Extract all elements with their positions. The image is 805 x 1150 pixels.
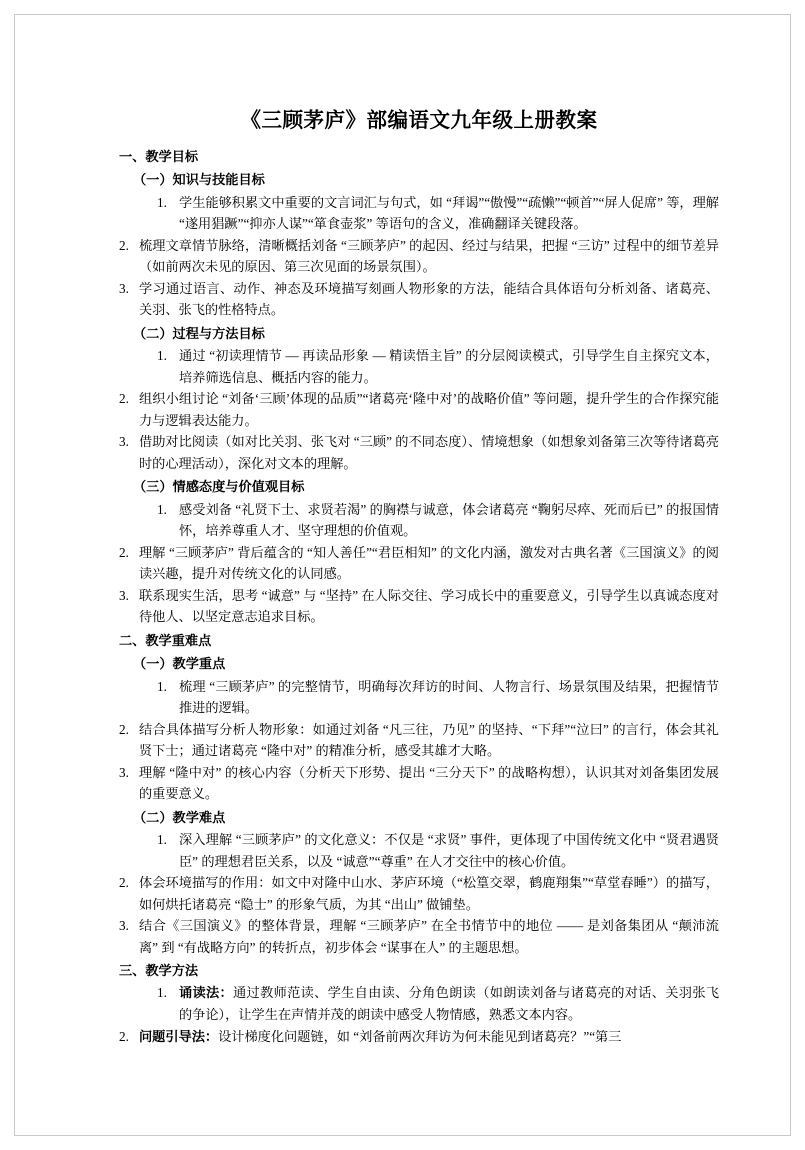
list-item-text: 理解 “隆中对” 的核心内容（分析天下形势、提出 “三分天下” 的战略构想），认识其对刘备集团发展的重要意义。 bbox=[139, 764, 719, 802]
list-item-text: 结合《三国演义》的整体背景，理解 “三顾茅庐” 在全书情节中的地位 —— 是刘备集团从 “颠沛流离” 到 “有战略方向” 的转折点，初步体会 “谋事在人” 的主题思想。 bbox=[139, 918, 719, 955]
list-item-number: 1. bbox=[157, 678, 167, 694]
list-item-number: 1. bbox=[157, 985, 167, 1001]
list-item-text: 体会环境描写的作用：如文中对隆中山水、茅庐环境（“松篁交翠，鹤鹿翔集”“草堂春睡”）的描写，如何烘托诸葛亮 “隐士” 的形象气质，为其 “出山” 做铺垫。 bbox=[139, 875, 719, 912]
list-item-number: 2. bbox=[119, 721, 129, 737]
list-item bbox=[119, 872, 719, 915]
list-item bbox=[119, 762, 719, 805]
page-title: 《三顾茅庐》部编语文九年级上册教案 bbox=[240, 110, 598, 132]
subsection-heading: （二）过程与方法目标 bbox=[133, 325, 265, 341]
subsection-heading: （三）情感态度与价值观目标 bbox=[133, 479, 305, 495]
sections-container bbox=[119, 146, 719, 1047]
document-body bbox=[119, 103, 719, 1047]
list-item-number: 1. bbox=[157, 501, 167, 517]
list-item-number: 3. bbox=[119, 434, 129, 450]
list-item bbox=[119, 235, 719, 278]
list-item-lead: 问题引导法： bbox=[139, 1028, 219, 1044]
section-heading: 二、教学重难点 bbox=[119, 632, 212, 648]
list-item bbox=[119, 915, 719, 958]
list-item bbox=[119, 192, 719, 235]
list-item bbox=[119, 499, 719, 542]
list-item-text: 理解 “三顾茅庐” 背后蕴含的 “知人善任”“君臣相知” 的文化内涵，激发对古典名著《三国演义》的阅读兴趣，提升对传统文化的认同感。 bbox=[139, 544, 719, 582]
list-item-number: 2. bbox=[119, 1028, 129, 1044]
list-item-text: 通过教师范读、学生自由读、分角色朗读（如朗读刘备与诸葛亮的对话、关羽张飞的争论），让学生在声情并茂的朗读中感受人物情感，熟悉文本内容。 bbox=[179, 985, 720, 1022]
list-item-number: 2. bbox=[119, 391, 129, 407]
list-item-text-wrap bbox=[179, 982, 719, 1025]
list-item bbox=[119, 388, 719, 431]
list-item bbox=[119, 676, 719, 719]
list-item-text: 设计梯度化问题链，如 “刘备前两次拜访为何未能见到诸葛亮？”“第三 bbox=[218, 1028, 622, 1044]
list-item bbox=[119, 719, 719, 762]
list-item-number: 2. bbox=[119, 544, 129, 560]
subsection-heading: （二）教学难点 bbox=[133, 809, 226, 825]
list-item bbox=[119, 278, 719, 321]
list-item bbox=[119, 1026, 719, 1048]
list-item-text: 联系现实生活，思考 “诚意” 与 “坚持” 在人际交往、学习成长中的重要意义，引导学生以真诚态度对待他人、以坚定意志追求目标。 bbox=[139, 587, 719, 625]
list-item-text-wrap bbox=[139, 1026, 719, 1048]
list-item-text: 组织小组讨论 “刘备‘三顾’体现的品质”“诸葛亮‘隆中对’的战略价值” 等问题，提升学生的合作探究能力与逻辑表达能力。 bbox=[139, 391, 719, 428]
list-item bbox=[119, 982, 719, 1025]
list-item-text: 梳理 “三顾茅庐” 的完整情节，明确每次拜访的时间、人物言行、场景氛围及结果，把握情节推进的逻辑。 bbox=[179, 678, 719, 716]
list-item-number: 3. bbox=[119, 764, 129, 780]
list-item-text: 结合具体描写分析人物形象：如通过刘备 “凡三往，乃见” 的坚持、“下拜”“泣曰” 的言行，体会其礼贤下士；通过诸葛亮 “隆中对” 的精准分析，感受其雄才大略。 bbox=[139, 721, 719, 759]
subsection-heading: （一）知识与技能目标 bbox=[133, 172, 265, 188]
list-item-number: 1. bbox=[157, 348, 167, 364]
list-item-number: 1. bbox=[157, 194, 167, 210]
list-item-number: 3. bbox=[119, 918, 129, 934]
list-item-number: 3. bbox=[119, 587, 129, 603]
list-item-number: 1. bbox=[157, 832, 167, 847]
list-item-number: 2. bbox=[119, 237, 129, 253]
list-item bbox=[119, 829, 719, 872]
list-item-text: 借助对比阅读（如对比关羽、张飞对 “三顾” 的不同态度）、情境想象（如想象刘备第三次等待诸葛亮时的心理活动），深化对文本的理解。 bbox=[139, 434, 719, 471]
list-item-text: 感受刘备 “礼贤下士、求贤若渴” 的胸襟与诚意，体会诸葛亮 “鞠躬尽瘁、死而后已” 的报国情怀，培养尊重人才、坚守理想的价值观。 bbox=[179, 501, 719, 539]
list-item-number: 3. bbox=[119, 280, 129, 296]
section-heading: 三、教学方法 bbox=[119, 963, 199, 979]
list-item-text: 学习通过语言、动作、神态及环境描写刻画人物形象的方法，能结合具体语句分析刘备、诸葛亮、关羽、张飞的性格特点。 bbox=[139, 280, 719, 318]
section-heading: 一、教学目标 bbox=[119, 149, 199, 164]
list-item bbox=[119, 585, 719, 628]
subsection-heading: （一）教学重点 bbox=[133, 656, 226, 672]
list-item-text: 深入理解 “三顾茅庐” 的文化意义：不仅是 “求贤” 事件，更体现了中国传统文化中 “贤君遇贤臣” 的理想君臣关系，以及 “诚意”“尊重” 在人才交往中的核心价值。 bbox=[179, 832, 719, 869]
list-item-lead: 诵读法： bbox=[179, 985, 234, 1001]
list-item bbox=[119, 431, 719, 474]
list-item bbox=[119, 542, 719, 585]
list-item-text: 学生能够积累文中重要的文言词汇与句式，如 “拜谒”“傲慢”“疏懒”“顿首”“屏人促席” 等，理解 “遂用猖蹶”“抑亦人谋”“箪食壶浆” 等语句的含义，准确翻译关键段落。 bbox=[179, 194, 719, 232]
list-item-text: 通过 “初读理情节 — 再读品形象 — 精读悟主旨” 的分层阅读模式，引导学生自主探究文本，培养筛选信息、概括内容的能力。 bbox=[179, 348, 719, 385]
list-item-number: 2. bbox=[119, 875, 129, 891]
list-item-text: 梳理文章情节脉络，清晰概括刘备 “三顾茅庐” 的起因、经过与结果，把握 “三访” 过程中的细节差异（如前两次未见的原因、第三次见面的场景氛围）。 bbox=[139, 237, 719, 275]
page-sheet bbox=[14, 14, 791, 1136]
list-item bbox=[119, 345, 719, 388]
